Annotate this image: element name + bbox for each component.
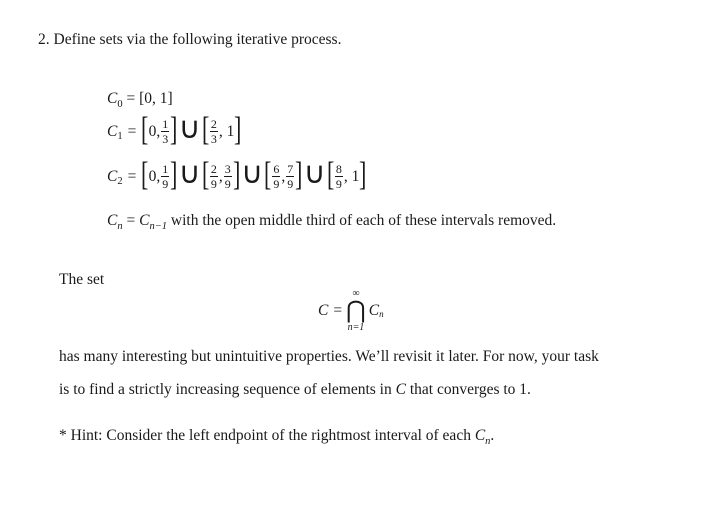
- set-c0-line: [107, 90, 173, 108]
- bracket-open: [: [141, 111, 149, 148]
- hint-star: *: [59, 427, 67, 444]
- union-symbol: ∪: [178, 156, 201, 191]
- bracket-open: [: [201, 111, 209, 148]
- fraction: $\frac{1}{9}$: [162, 161, 169, 191]
- intro-text: The set: [59, 271, 105, 288]
- definition-term-sub: n: [379, 308, 384, 319]
- lower-limit: n=1: [347, 321, 365, 333]
- set-cn-name: C: [107, 212, 118, 229]
- bracket-open: [: [264, 156, 272, 193]
- set-c1-sub: 1: [117, 130, 123, 142]
- set-c1-line: [107, 111, 242, 149]
- bracket-open: [: [141, 156, 149, 193]
- interval-right-text: , 1: [343, 168, 360, 185]
- fraction: $\frac{2}{3}$: [210, 116, 217, 146]
- definition-term: C: [368, 301, 380, 319]
- set-cn-prev-sub: n−1: [149, 221, 168, 232]
- set-c0-eq: =: [126, 90, 136, 107]
- fraction: $\frac{3}{9}$: [224, 161, 231, 191]
- comma: ,: [218, 168, 223, 185]
- set-cn-description: with the open middle third of each of these intervals removed.: [170, 212, 557, 229]
- fraction: $\frac{1}{3}$: [162, 116, 169, 146]
- set-c0-sub: 0: [117, 99, 123, 110]
- bracket-close: ]: [359, 156, 367, 193]
- union-symbol: ∪: [241, 156, 264, 191]
- set-c0-name: C: [107, 90, 118, 107]
- definition-lhs: C: [318, 301, 329, 319]
- fraction: $\frac{2}{9}$: [210, 161, 217, 191]
- set-c1-name: C: [107, 123, 118, 140]
- fraction: $\frac{8}{9}$: [335, 161, 342, 191]
- union-symbol: ∪: [303, 156, 326, 191]
- fraction: $\frac{6}{9}$: [273, 161, 280, 191]
- bracket-close: ]: [232, 156, 241, 193]
- set-c2-name: C: [107, 168, 118, 185]
- bracket-open: [: [326, 156, 334, 193]
- hint-variable-sub: n: [485, 436, 491, 447]
- upper-limit: ∞: [352, 287, 360, 299]
- problem-heading: 2. Define sets via the following iterative process.: [38, 31, 342, 48]
- intersection-definition: [318, 283, 384, 338]
- bracket-close: ]: [170, 111, 178, 148]
- set-c0-value: [0, 1]: [139, 90, 173, 107]
- set-c2-sub: 2: [117, 175, 123, 187]
- set-c2-line: [107, 156, 367, 194]
- union-symbol: ∪: [178, 111, 201, 146]
- definition-eq: =: [333, 301, 343, 319]
- bracket-close: ]: [170, 156, 178, 193]
- set-cn-line: [107, 212, 556, 230]
- hint-text: Hint: Consider the left endpoint of the rightmost interval of each: [70, 427, 471, 444]
- bracket-close: ]: [234, 111, 242, 148]
- interval-left-text: 0,: [148, 168, 161, 185]
- set-c2-eq: =: [127, 168, 137, 185]
- fraction: $\frac{7}{9}$: [287, 161, 294, 191]
- hint-variable: C: [474, 427, 486, 444]
- paragraph-variable: C: [395, 381, 406, 398]
- interval-right-text: , 1: [218, 123, 235, 140]
- comma: ,: [281, 168, 286, 185]
- set-cn-prev-name: C: [139, 212, 150, 229]
- intersection-symbol: ⋂: [346, 295, 366, 324]
- set-cn-sub: n: [117, 221, 123, 232]
- hint-line: * Hint: Consider the left endpoint of the rightmost interval of each $C_n$.: [59, 427, 495, 447]
- interval-left-text: 0,: [148, 123, 161, 140]
- set-c1-eq: =: [127, 123, 137, 140]
- bracket-close: ]: [295, 156, 303, 193]
- paragraph-line-1: has many interesting but unintuitive properties. We’ll revisit it later. For now, your task: [59, 348, 599, 365]
- bracket-open: [: [201, 156, 209, 193]
- set-cn-eq: =: [126, 212, 136, 229]
- big-intersection: [346, 289, 366, 333]
- paragraph-line-2: is to find a strictly increasing sequence of elements in C that converges to 1.: [59, 381, 531, 398]
